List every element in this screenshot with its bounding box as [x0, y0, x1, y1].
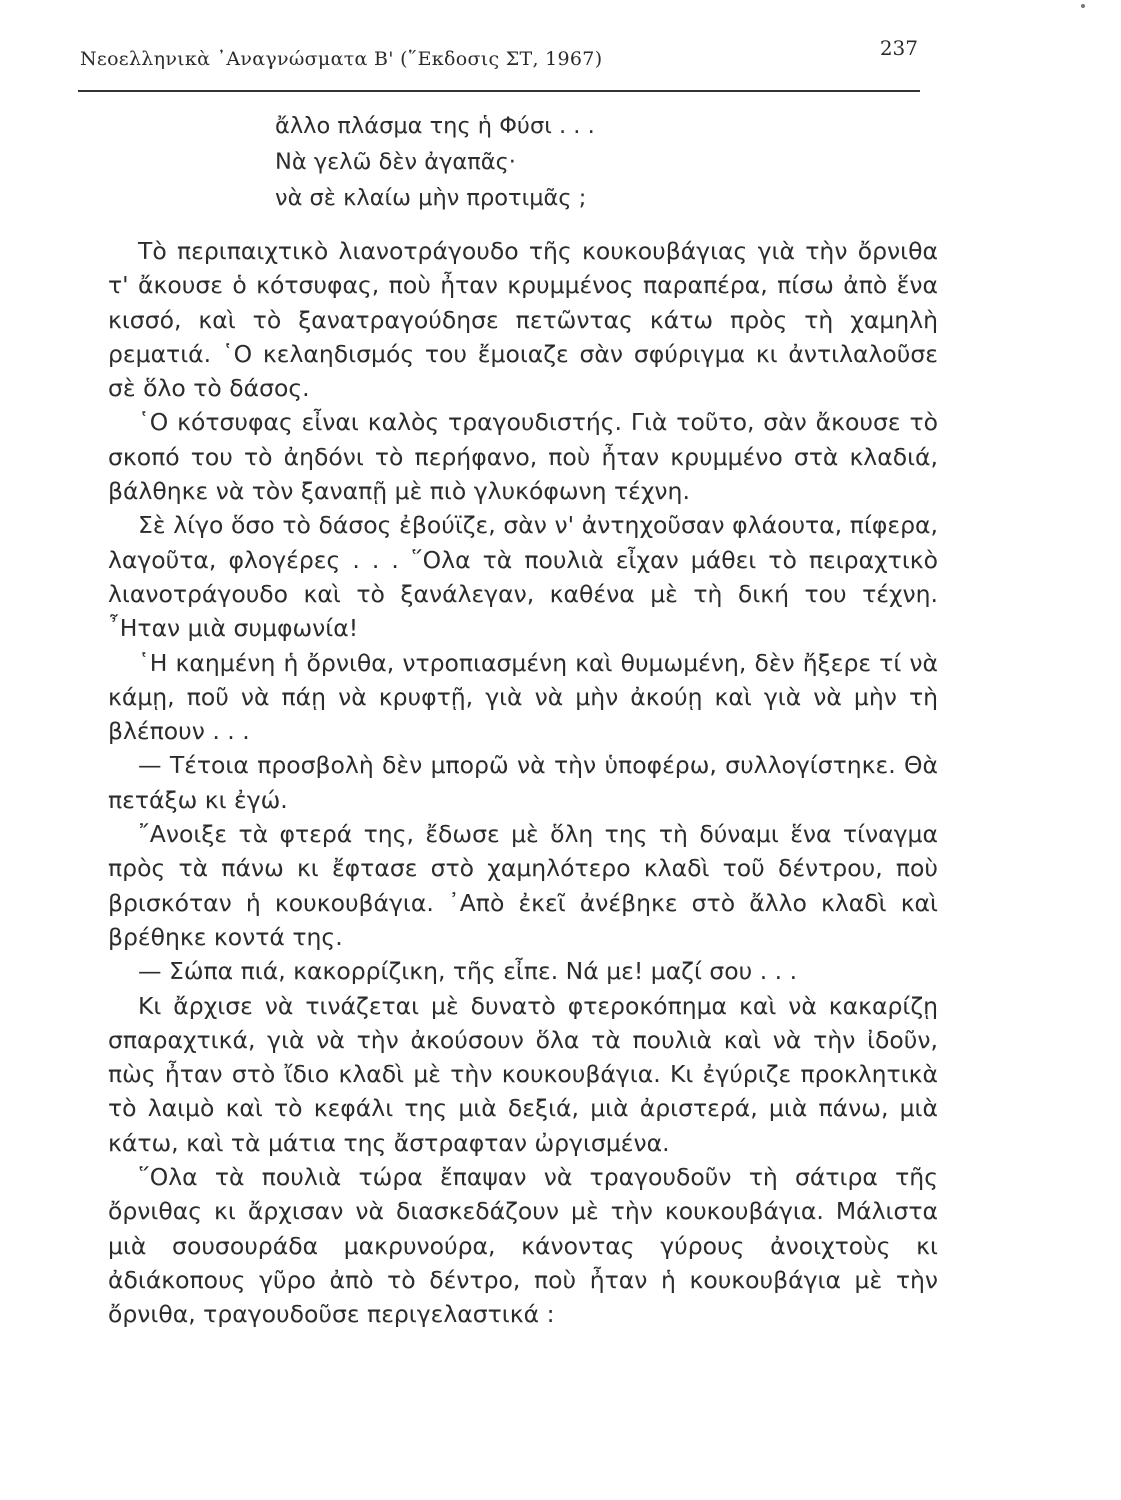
paragraph: ῎Ανοιξε τὰ φτερά της, ἔδωσε μὲ ὅλη της τὴ δύναμι ἕνα τίναγμα πρὸς τὰ πάνω κι ἔφτασε στὸ χαμηλότερο κλαδὶ τοῦ δέντρου, ποὺ βρισκόταν ἡ κουκουβάγια. ᾿Απὸ ἐκεῖ ἀνέβηκε στὸ ἄλλο κλαδὶ καὶ βρέθηκε κοντά της. [108, 820, 938, 951]
running-header [78, 34, 920, 92]
paragraph: Τὸ περιπαιχτικὸ λιανοτράγουδο τῆς κουκουβάγιας γιὰ τὴν ὄρνιθα τ' ἄκουσε ὁ κότσυφας, ποὺ ἦταν κρυμμένος παραπέρα, πίσω ἀπὸ ἕνα κισσό, καὶ τὸ ξανατραγούδησε πετῶντας κάτω πρὸς τὴ χαμηλὴ ρεματιά. ῾Ο κελαηδισμός του ἔμοιαζε σὰν σφύριγμα κι ἀντιλαλοῦσε σὲ ὅλο τὸ δάσος. [108, 237, 938, 403]
verse-line: Νὰ γελῶ δὲν ἀγαπᾶς· [275, 149, 516, 175]
dialogue-paragraph: — Τέτοια προσβολὴ δὲν μπορῶ νὰ τὴν ὑποφέρω, συλλογίστηκε. Θὰ πετάξω κι ἐγώ. [108, 751, 938, 814]
paragraph: Σὲ λίγο ὅσο τὸ δάσος ἐβούϊζε, σὰν ν' ἀντηχοῦσαν φλάουτα, πίφερα, λαγοῦτα, φλογέρες . . . ῞Ολα τὰ πουλιὰ εἶχαν μάθει τὸ πειραχτικὸ λιανοτράγουδο καὶ τὸ ξανάλεγαν, καθένα μὲ τὴ δική του τέχνη. ῏Ηταν μιὰ συμφωνία! [108, 511, 938, 643]
paragraph: ῾Η καημένη ἡ ὄρνιθα, ντροπιασμένη καὶ θυμωμένη, δὲν ἤξερε τί νὰ κάμῃ, ποῦ νὰ πάῃ νὰ κρυφτῇ, γιὰ νὰ μὴν ἀκούῃ καὶ γιὰ νὰ μὴν τὴ βλέπουν . . . [108, 648, 938, 746]
dialogue-paragraph: — Σώπα πιά, κακορρίζικη, τῆς εἶπε. Νά με! μαζί σου . . . [138, 957, 798, 986]
body-text [108, 234, 938, 1332]
header-title: Νεοελληνικὰ ᾿Αναγνώσματα Β' (῞Εκδοσις ΣΤ, 1967) [80, 48, 603, 70]
verse-line: ἄλλο πλάσμα της ἡ Φύσι . . . [275, 113, 595, 139]
page-number: 237 [879, 36, 918, 60]
paragraph: ῾Ο κότσυφας εἶναι καλὸς τραγουδιστής. Γιὰ τοῦτο, σὰν ἄκουσε τὸ σκοπό του τὸ ἀηδόνι τὸ περήφανο, ποὺ ἦταν κρυμμένο στὰ κλαδιά, βάλθηκε νὰ τὸν ξαναπῇ μὲ πιὸ γλυκόφωνη τέχνη. [108, 408, 938, 506]
verse-block [275, 108, 595, 216]
paragraph: ῞Ολα τὰ πουλιὰ τώρα ἔπαψαν νὰ τραγουδοῦν τὴ σάτιρα τῆς ὄρνιθας κι ἄρχισαν νὰ διασκεδάζουν μὲ τὴν κουκουβάγια. Μάλιστα μιὰ σουσουράδα μακρυνούρα, κάνοντας γύρους ἀνοιχτοὺς κι ἀδιάκοπους γῦρο ἀπὸ τὸ δέντρο, ποὺ ἦταν ἡ κουκουβάγια μὲ τὴν ὄρνιθα, τραγουδοῦσε περιγελαστικά : [108, 1163, 938, 1329]
scan-speck [1081, 4, 1085, 8]
paragraph: Κι ἄρχισε νὰ τινάζεται μὲ δυνατὸ φτεροκόπημα καὶ νὰ κακαρίζῃ σπαραχτικά, γιὰ νὰ τὴν ἀκούσουν ὅλα τὰ πουλιὰ καὶ νὰ τὴν ἰδοῦν, πὼς ἦταν στὸ ἴδιο κλαδὶ μὲ τὴν κουκουβάγια. Κι ἐγύριζε προκλητικὰ τὸ λαιμὸ καὶ τὸ κεφάλι της μιὰ δεξιά, μιὰ ἀριστερά, μιὰ πάνω, μιὰ κάτω, καὶ τὰ μάτια της ἄστραφταν ὠργισμένα. [108, 991, 938, 1157]
verse-line: νὰ σὲ κλαίω μὴν προτιμᾶς ; [275, 185, 587, 211]
